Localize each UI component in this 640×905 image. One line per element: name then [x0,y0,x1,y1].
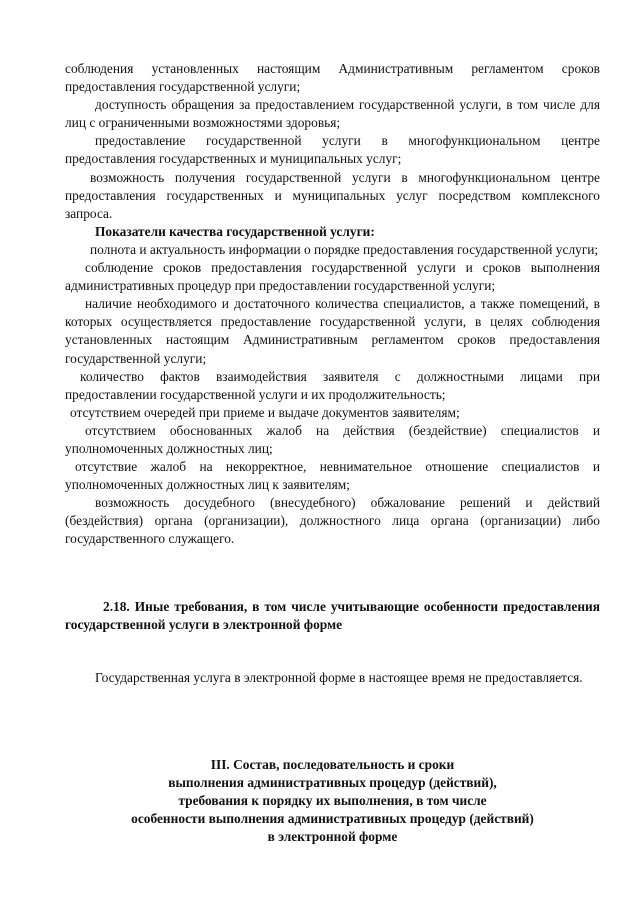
paragraph: соблюдение сроков предоставления государственной услуги и сроков выполнения административных процедур при предоставлении государственной услуги; [65,260,600,294]
section-paragraph: Государственная услуга в электронной форме в настоящее время не предоставляется. [95,670,583,685]
paragraph: предоставление государственной услуги в многофункциональном центре предоставления государственных и муниципальных услуг; [65,133,600,167]
paragraph: отсутствием очередей при приеме и выдаче документов заявителям; [70,404,460,420]
paragraph: наличие необходимого и достаточного количества специалистов, а также помещений, в которых осуществляется предоставление государственной услуги, в целях соблюдения установленных настоящим Административным регламентом сроков предоставления государственной услуги; [65,296,600,366]
paragraph: отсутствием обоснованных жалоб на действия (бездействие) специалистов и уполномоченных должностных лиц; [65,422,600,456]
chapter-heading-line: требования к порядку их выполнения, в том числе [178,793,487,809]
paragraph: полнота и актуальность информации о порядке предоставления государственной услуги; [90,241,599,257]
body-text [65,60,600,549]
section-heading: 2.18. Иные требования, в том числе учитывающие особенности предоставления государственной услуги в электронной форме [65,599,600,633]
paragraph: возможность досудебного (внесудебного) обжалование решений и действий (бездействия) органа (организации), должностного лица органа (организации) либо государственного служащего. [65,495,600,547]
paragraph: соблюдения установленных настоящим Административным регламентом сроков предоставления государственной услуги; [65,61,600,95]
paragraph: доступность обращения за предоставлением государственной услуги, в том числе для лиц с ограниченными возможностями здоровья; [65,97,600,131]
quality-indicators-heading: Показатели качества государственной услуги: [95,223,375,239]
paragraph: возможность получения государственной услуги в многофункциональном центре предоставления государственных и муниципальных услуг посредством комплексного запроса. [65,169,600,221]
chapter-heading [65,756,600,846]
chapter-heading-line: в электронной форме [267,829,398,845]
chapter-heading-line: выполнения административных процедур (действий), [168,775,497,791]
paragraph: отсутствие жалоб на некорректное, невнимательное отношение специалистов и уполномоченных должностных лиц к заявителям; [65,459,600,493]
paragraph: количество фактов взаимодействия заявителя с должностными лицами при предоставлении государственной услуги и их продолжительность; [65,368,600,402]
chapter-heading-line: особенности выполнения административных процедур (действий) [131,811,534,827]
chapter-heading-line: III. Состав, последовательность и сроки [210,757,455,772]
